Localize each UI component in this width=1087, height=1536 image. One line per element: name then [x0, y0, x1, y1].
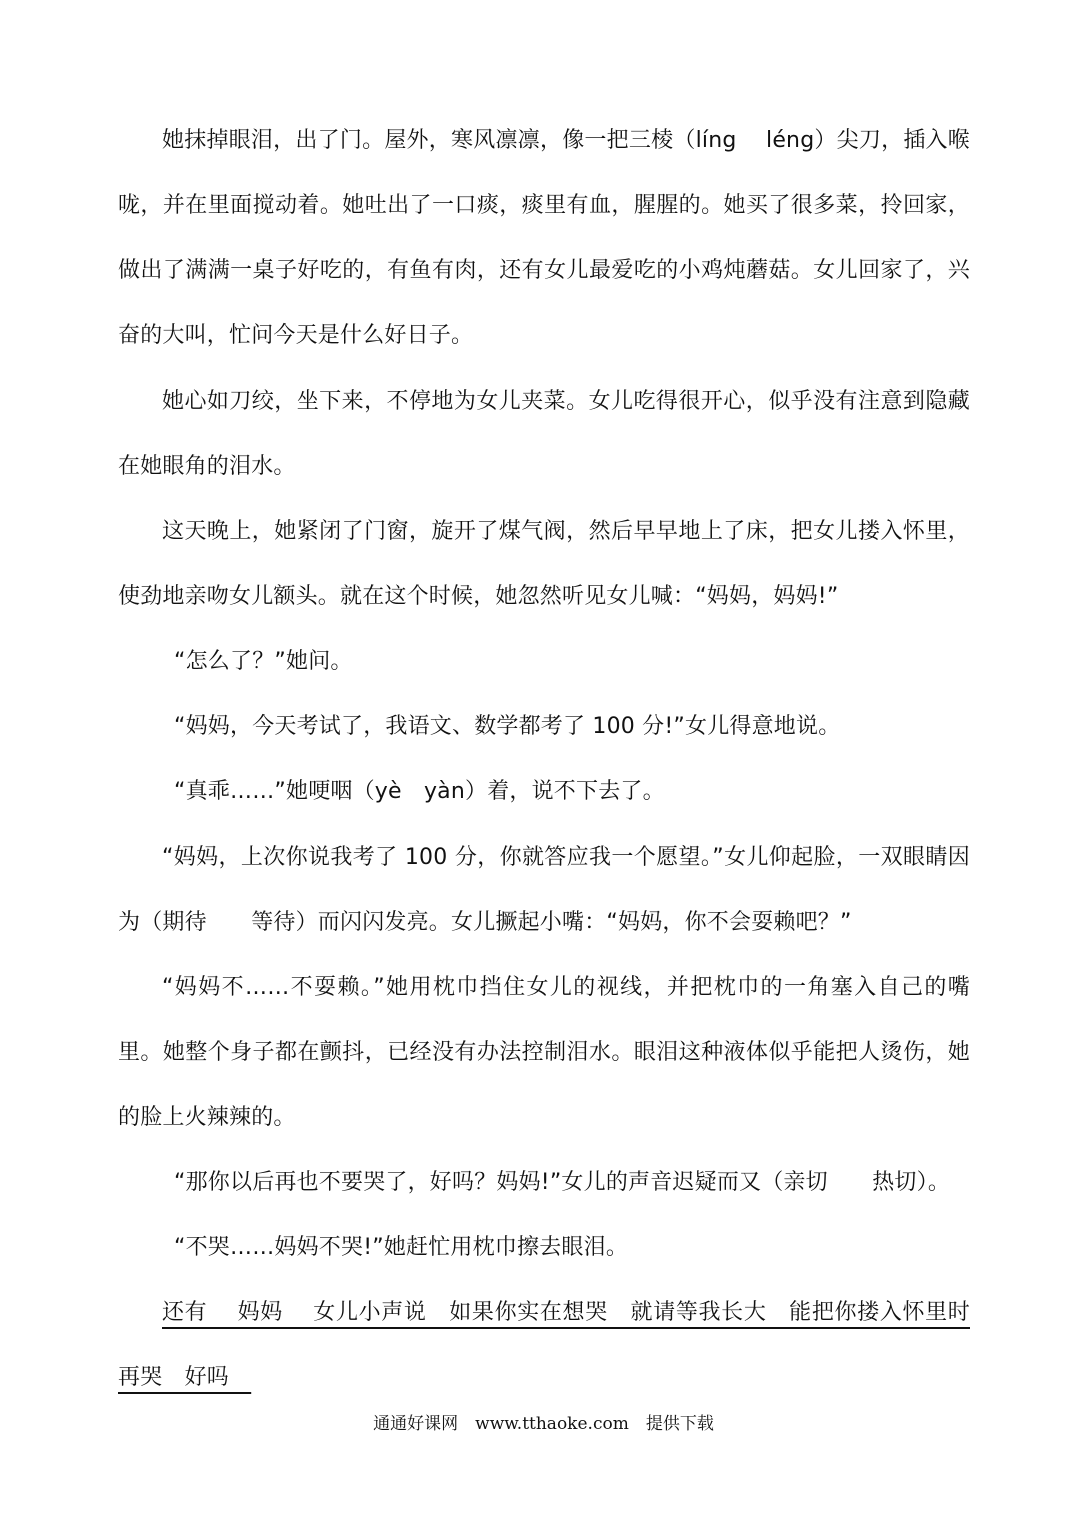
- dialogue-line-3: “真乖……”她哽咽（yè yàn）着，说不下去了。: [174, 779, 665, 804]
- dialogue-line-4: “那你以后再也不要哭了，好吗？妈妈!”女儿的声音迟疑而又（亲切 热切）。: [174, 1170, 951, 1195]
- paragraph-3: 这天晚上，她紧闭了门窗，旋开了煤气阀，然后早早地上了床，把女儿搂入怀里，使劲地亲吻女儿额头。就在这个时候，她忽然听见女儿喊：“妈妈，妈妈!”: [118, 519, 970, 609]
- punctuation-exercise-paragraph: [118, 1280, 970, 1410]
- paragraph-1: 她抹掉眼泪，出了门。屋外，寒风凛凛，像一把三棱（líng léng）尖刀，插入喉咙，并在里面搅动着。她吐出了一口痰，痰里有血，腥腥的。她买了很多菜，拎回家，做出了满满一桌子好吃的，有鱼有肉，还有女儿最爱吃的小鸡炖蘑菇。女儿回家了，兴奋的大叫，忙问今天是什么好日子。: [118, 128, 970, 348]
- paragraph-4: “妈妈，上次你说我考了 100 分，你就答应我一个愿望。”女儿仰起脸，一双眼睛因为（期待 等待）而闪闪发亮。女儿撅起小嘴：“妈妈，你不会耍赖吧？”: [118, 845, 970, 935]
- footer-source-note: 通通好课网 www.tthaoke.com 提供下载: [373, 1414, 714, 1434]
- dialogue-line-2: “妈妈，今天考试了，我语文、数学都考了 100 分!”女儿得意地说。: [174, 714, 841, 739]
- underlined-passage: 还有 妈妈 女儿小声说 如果你实在想哭 就请等我长大 能把你搂入怀里时再哭 好吗: [118, 1300, 970, 1390]
- paragraph-2: 她心如刀绞，坐下来，不停地为女儿夹菜。女儿吃得很开心，似乎没有注意到隐藏在她眼角的泪水。: [118, 389, 970, 479]
- paragraph-5: “妈妈不……不耍赖。”她用枕巾挡住女儿的视线，并把枕巾的一角塞入自己的嘴里。她整个身子都在颤抖，已经没有办法控制泪水。眼泪这种液体似乎能把人烫伤，她的脸上火辣辣的。: [118, 975, 970, 1130]
- dialogue-line-5: “不哭……妈妈不哭!”她赶忙用枕巾擦去眼泪。: [174, 1235, 629, 1260]
- dialogue-line-1: “怎么了？”她问。: [174, 649, 353, 674]
